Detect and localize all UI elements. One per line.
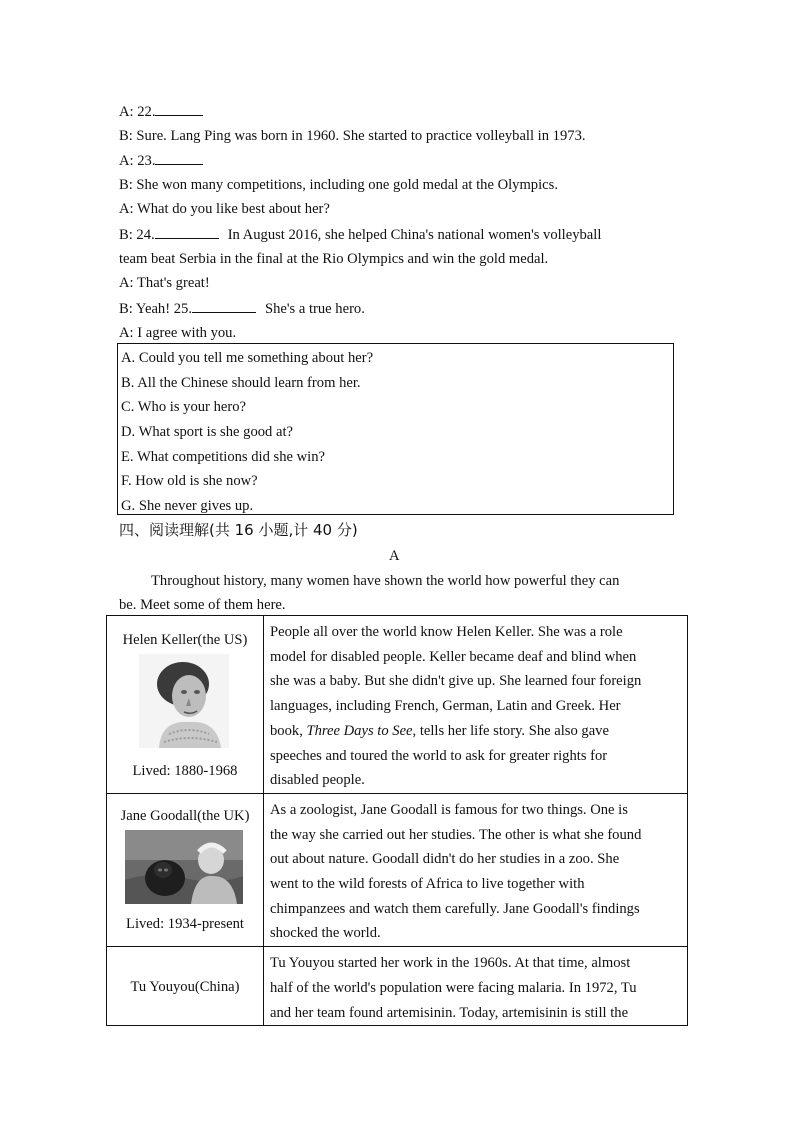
description-line: half of the world's population were facing malaria. In 1972, Tu bbox=[270, 979, 637, 996]
dialogue-text: B: Sure. Lang Ping was born in 1960. She started to practice volleyball in 1973. bbox=[119, 128, 586, 144]
profile-cell bbox=[107, 947, 264, 1026]
section-title: 四、阅读理解(共 16 小题,计 40 分) bbox=[119, 521, 358, 539]
table-row bbox=[107, 947, 688, 1026]
dialogue-line bbox=[119, 150, 203, 171]
description-line: speeches and toured the world to ask for greater rights for bbox=[270, 747, 608, 764]
chimpanzee-photo-icon bbox=[125, 830, 243, 904]
description-line: disabled people. bbox=[270, 772, 365, 789]
description-line: chimpanzees and watch them carefully. Jane Goodall's findings bbox=[270, 900, 640, 917]
option-c[interactable]: C. Who is your hero? bbox=[121, 399, 246, 415]
book-title: Three Days to See bbox=[306, 722, 413, 739]
description-line: Tu Youyou started her work in the 1960s. At that time, almost bbox=[270, 955, 631, 972]
answer-blank-25[interactable] bbox=[192, 298, 256, 313]
dialogue-text: team beat Serbia in the final at the Rio Olympics and win the gold medal. bbox=[119, 251, 549, 267]
description-cell bbox=[264, 793, 688, 946]
description-cell bbox=[264, 947, 688, 1026]
option-b[interactable]: B. All the Chinese should learn from her. bbox=[121, 375, 361, 391]
person-name: Helen Keller(the US) bbox=[122, 632, 248, 648]
dialogue-text: A: 23. bbox=[119, 153, 156, 169]
option-a[interactable]: A. Could you tell me something about her? bbox=[121, 350, 374, 366]
dialogue-text: In August 2016, she helped China's national women's volleyball bbox=[227, 227, 602, 243]
option-g[interactable]: G. She never gives up. bbox=[121, 498, 254, 514]
option-e[interactable]: E. What competitions did she win? bbox=[121, 449, 326, 465]
description-line: As a zoologist, Jane Goodall is famous for two things. One is bbox=[270, 801, 628, 818]
women-table bbox=[106, 615, 688, 1026]
description-line: she was a baby. But she didn't give up. She learned four foreign bbox=[270, 673, 642, 690]
answer-blank-22[interactable] bbox=[155, 101, 203, 116]
options-box bbox=[117, 343, 674, 515]
person-name: Jane Goodall(the UK) bbox=[120, 807, 250, 824]
table-row bbox=[107, 793, 688, 946]
dialogue-text: She's a true hero. bbox=[264, 301, 365, 317]
description-line: book, Three Days to See, tells her life story. She also gave bbox=[270, 722, 609, 739]
option-f[interactable]: F. How old is she now? bbox=[121, 473, 258, 489]
description-line: the way she carried out her studies. The other is what she found bbox=[270, 826, 642, 843]
dialogue-line bbox=[119, 249, 548, 269]
dialogue-line bbox=[119, 224, 601, 245]
answer-blank-23[interactable] bbox=[155, 150, 203, 165]
option-d[interactable]: D. What sport is she good at? bbox=[121, 424, 293, 440]
dialogue-text: A: That's great! bbox=[119, 275, 210, 291]
description-line: People all over the world know Helen Keller. She was a role bbox=[270, 624, 623, 640]
lifespan: Lived: 1934-present bbox=[126, 915, 244, 932]
person-name: Tu Youyou(China) bbox=[130, 979, 240, 996]
dialogue-text: B: Yeah! 25. bbox=[119, 301, 192, 317]
description-cell bbox=[264, 616, 688, 794]
table-row bbox=[107, 616, 688, 794]
intro-line: be. Meet some of them here. bbox=[119, 597, 286, 613]
dialogue-line bbox=[119, 273, 210, 293]
dialogue-text: A: I agree with you. bbox=[119, 325, 237, 341]
description-line: shocked the world. bbox=[270, 925, 381, 942]
description-line: model for disabled people. Keller became deaf and blind when bbox=[270, 648, 637, 665]
description-line: went to the wild forests of Africa to live together with bbox=[270, 876, 585, 893]
dialogue-line bbox=[119, 199, 330, 219]
portrait-photo-icon bbox=[139, 654, 229, 748]
dialogue-text: A: 22. bbox=[119, 104, 156, 120]
dialogue-text: A: What do you like best about her? bbox=[119, 201, 330, 217]
description-line: out about nature. Goodall didn't do her studies in a zoo. She bbox=[270, 851, 620, 868]
dialogue-line bbox=[119, 126, 586, 146]
passage-letter: A bbox=[389, 548, 400, 564]
dialogue-line bbox=[119, 175, 558, 195]
dialogue-line bbox=[119, 101, 203, 122]
intro-line: Throughout history, many women have shown the world how powerful they can bbox=[151, 573, 620, 589]
description-line: and her team found artemisinin. Today, artemisinin is still the bbox=[270, 1004, 629, 1021]
profile-cell bbox=[107, 616, 264, 794]
dialogue-line bbox=[119, 298, 365, 319]
description-line: languages, including French, German, Latin and Greek. Her bbox=[270, 698, 621, 715]
dialogue-text: B: 24. bbox=[119, 227, 155, 243]
profile-cell bbox=[107, 793, 264, 946]
dialogue-text: B: She won many competitions, including one gold medal at the Olympics. bbox=[119, 177, 558, 193]
answer-blank-24[interactable] bbox=[155, 224, 219, 239]
dialogue-line bbox=[119, 323, 236, 343]
lifespan: Lived: 1880-1968 bbox=[132, 763, 238, 779]
